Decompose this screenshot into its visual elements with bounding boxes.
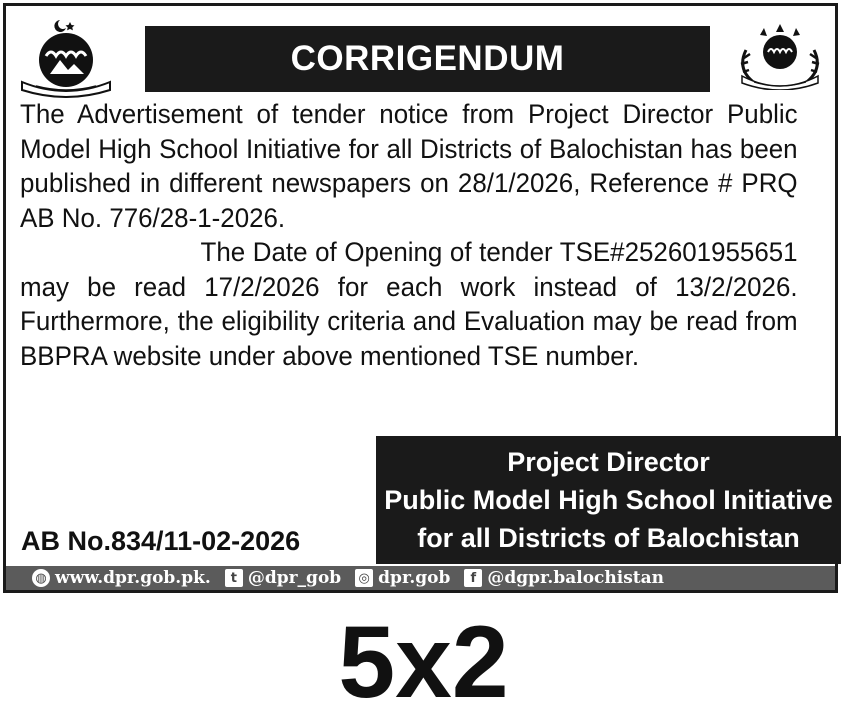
dgpr-emblem-icon — [724, 22, 836, 90]
balochistan-emblem-icon — [16, 16, 116, 98]
twitter-text: @dpr_gob — [247, 568, 342, 588]
website-link[interactable] — [32, 568, 211, 588]
signature-block — [376, 436, 841, 564]
page-title: CORRIGENDUM — [290, 39, 565, 78]
notice-frame — [3, 3, 838, 593]
twitter-icon: t — [225, 569, 243, 587]
twitter-link[interactable] — [225, 568, 341, 588]
facebook-text: @dgpr.balochistan — [487, 568, 665, 588]
reference-number: AB No.834/11-02-2026 — [21, 526, 301, 556]
notice-body — [20, 97, 798, 373]
instagram-link[interactable] — [355, 568, 450, 588]
website-text: www.dpr.gob.pk. — [55, 568, 211, 588]
notice-paragraph-1: The Advertisement of tender notice from Project Director Public Model High School Initiative for all Districts of Balochistan has been published in different newspapers on 28/1/2026, Reference # PRQ AB No. 776/28-1-2026. — [20, 99, 798, 233]
title-banner — [145, 26, 710, 92]
instagram-text: dpr.gob — [378, 568, 451, 588]
contact-footer — [6, 566, 835, 590]
ad-size-label: 5x2 — [338, 605, 509, 719]
signature-jurisdiction: for all Districts of Balochistan — [417, 523, 800, 553]
notice-paragraph-2: The Date of Opening of tender TSE#252601955651 may be read 17/2/2026 for each work instead of 13/2/2026. Furthermore, the eligibility criteria and Evaluation may be read from BBPRA website under above mentioned TSE number. — [20, 237, 798, 371]
globe-icon: ◍ — [32, 569, 50, 587]
instagram-icon: ◎ — [355, 569, 373, 587]
signature-title: Project Director — [507, 447, 710, 477]
signature-office: Public Model High School Initiative — [384, 485, 833, 515]
facebook-link[interactable] — [464, 568, 664, 588]
facebook-icon: f — [464, 569, 482, 587]
